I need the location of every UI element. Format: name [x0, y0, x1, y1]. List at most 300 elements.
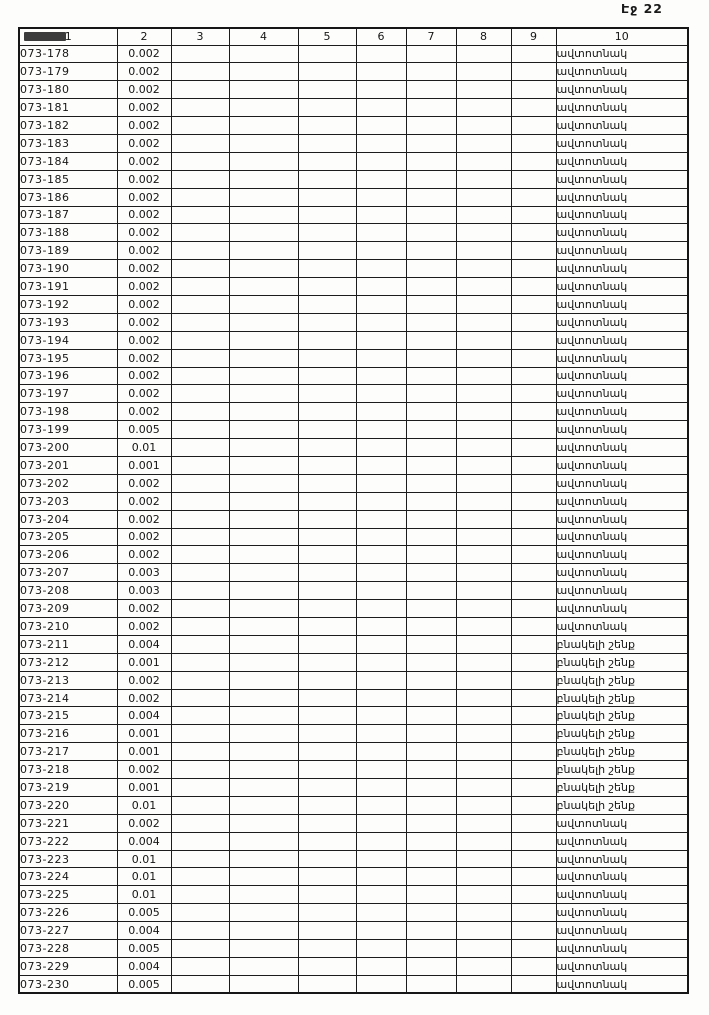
- area-value-cell: 0.002: [117, 260, 171, 278]
- empty-cell: [229, 45, 298, 63]
- empty-cell: [406, 492, 456, 510]
- parcel-code-cell: 073-219: [19, 779, 117, 797]
- table-row: [19, 814, 688, 832]
- empty-cell: [356, 940, 406, 958]
- building-use-cell: ավտոտնակ: [556, 278, 688, 296]
- empty-cell: [171, 45, 229, 63]
- empty-cell: [356, 439, 406, 457]
- empty-cell: [456, 117, 511, 135]
- empty-cell: [356, 99, 406, 117]
- empty-cell: [406, 618, 456, 636]
- empty-cell: [356, 242, 406, 260]
- header-label: 2: [140, 30, 148, 44]
- parcel-code-cell: 073-215: [19, 707, 117, 725]
- building-use-cell: ավտոտնակ: [556, 850, 688, 868]
- empty-cell: [511, 922, 556, 940]
- parcel-code-cell: 073-225: [19, 886, 117, 904]
- empty-cell: [298, 349, 356, 367]
- empty-cell: [456, 725, 511, 743]
- empty-cell: [511, 850, 556, 868]
- table-row: [19, 421, 688, 439]
- empty-cell: [229, 474, 298, 492]
- empty-cell: [298, 510, 356, 528]
- empty-cell: [229, 868, 298, 886]
- empty-cell: [456, 957, 511, 975]
- empty-cell: [229, 922, 298, 940]
- empty-cell: [229, 707, 298, 725]
- empty-cell: [511, 743, 556, 761]
- table-row: [19, 582, 688, 600]
- parcel-code-cell: 073-210: [19, 618, 117, 636]
- empty-cell: [456, 439, 511, 457]
- table-row: [19, 278, 688, 296]
- empty-cell: [298, 707, 356, 725]
- empty-cell: [511, 940, 556, 958]
- empty-cell: [456, 278, 511, 296]
- parcel-code-cell: 073-191: [19, 278, 117, 296]
- table-row: [19, 170, 688, 188]
- empty-cell: [356, 152, 406, 170]
- empty-cell: [406, 653, 456, 671]
- empty-cell: [511, 707, 556, 725]
- building-use-cell: ավտոտնակ: [556, 295, 688, 313]
- table-row: [19, 707, 688, 725]
- empty-cell: [511, 600, 556, 618]
- area-value-cell: 0.003: [117, 564, 171, 582]
- area-value-cell: 0.001: [117, 743, 171, 761]
- table-row: [19, 242, 688, 260]
- building-use-cell: ավտոտնակ: [556, 456, 688, 474]
- empty-cell: [298, 975, 356, 993]
- empty-cell: [171, 492, 229, 510]
- data-table: [18, 27, 689, 994]
- building-use-cell: ավտոտնակ: [556, 957, 688, 975]
- table-header-row: [19, 28, 688, 45]
- empty-cell: [298, 653, 356, 671]
- empty-cell: [356, 975, 406, 993]
- empty-cell: [356, 725, 406, 743]
- empty-cell: [298, 528, 356, 546]
- building-use-cell: ավտոտնակ: [556, 260, 688, 278]
- parcel-code-cell: 073-213: [19, 671, 117, 689]
- empty-cell: [171, 635, 229, 653]
- empty-cell: [171, 242, 229, 260]
- empty-cell: [406, 582, 456, 600]
- area-value-cell: 0.002: [117, 761, 171, 779]
- empty-cell: [171, 796, 229, 814]
- empty-cell: [171, 904, 229, 922]
- empty-cell: [406, 832, 456, 850]
- empty-cell: [298, 474, 356, 492]
- empty-cell: [298, 170, 356, 188]
- empty-cell: [511, 761, 556, 779]
- empty-cell: [456, 170, 511, 188]
- empty-cell: [356, 367, 406, 385]
- empty-cell: [406, 922, 456, 940]
- empty-cell: [356, 796, 406, 814]
- table-row: [19, 188, 688, 206]
- empty-cell: [298, 63, 356, 81]
- building-use-cell: ավտոտնակ: [556, 618, 688, 636]
- empty-cell: [456, 546, 511, 564]
- empty-cell: [511, 671, 556, 689]
- table-row: [19, 546, 688, 564]
- empty-cell: [298, 242, 356, 260]
- area-value-cell: 0.002: [117, 45, 171, 63]
- area-value-cell: 0.01: [117, 850, 171, 868]
- empty-cell: [298, 779, 356, 797]
- area-value-cell: 0.002: [117, 492, 171, 510]
- empty-cell: [456, 850, 511, 868]
- empty-cell: [298, 206, 356, 224]
- empty-cell: [356, 349, 406, 367]
- header-label: 5: [323, 30, 331, 44]
- area-value-cell: 0.002: [117, 528, 171, 546]
- empty-cell: [456, 653, 511, 671]
- empty-cell: [511, 349, 556, 367]
- empty-cell: [511, 45, 556, 63]
- building-use-cell: ավտոտնակ: [556, 546, 688, 564]
- empty-cell: [171, 582, 229, 600]
- empty-cell: [171, 99, 229, 117]
- building-use-cell: ավտոտնակ: [556, 421, 688, 439]
- empty-cell: [171, 743, 229, 761]
- table-row: [19, 957, 688, 975]
- empty-cell: [298, 546, 356, 564]
- empty-cell: [406, 689, 456, 707]
- empty-cell: [511, 295, 556, 313]
- empty-cell: [511, 421, 556, 439]
- header-cell-5: [298, 28, 356, 45]
- empty-cell: [456, 832, 511, 850]
- empty-cell: [298, 600, 356, 618]
- table-row: [19, 349, 688, 367]
- table-row: [19, 832, 688, 850]
- empty-cell: [456, 975, 511, 993]
- empty-cell: [298, 492, 356, 510]
- empty-cell: [511, 975, 556, 993]
- empty-cell: [406, 474, 456, 492]
- empty-cell: [406, 456, 456, 474]
- empty-cell: [406, 707, 456, 725]
- parcel-code-cell: 073-211: [19, 635, 117, 653]
- header-cell-8: [456, 28, 511, 45]
- building-use-cell: բնակելի շենք: [556, 707, 688, 725]
- empty-cell: [229, 743, 298, 761]
- empty-cell: [356, 635, 406, 653]
- empty-cell: [229, 331, 298, 349]
- header-cell-1: [19, 28, 117, 45]
- empty-cell: [171, 349, 229, 367]
- empty-cell: [406, 796, 456, 814]
- empty-cell: [171, 725, 229, 743]
- empty-cell: [511, 814, 556, 832]
- empty-cell: [511, 242, 556, 260]
- empty-cell: [456, 188, 511, 206]
- building-use-cell: ավտոտնակ: [556, 224, 688, 242]
- empty-cell: [511, 117, 556, 135]
- empty-cell: [229, 653, 298, 671]
- empty-cell: [406, 761, 456, 779]
- header-label: 4: [260, 30, 267, 44]
- parcel-code-cell: 073-185: [19, 170, 117, 188]
- parcel-code-cell: 073-218: [19, 761, 117, 779]
- parcel-code-cell: 073-205: [19, 528, 117, 546]
- empty-cell: [406, 367, 456, 385]
- table-row: [19, 152, 688, 170]
- header-label: 8: [480, 30, 487, 44]
- empty-cell: [171, 188, 229, 206]
- empty-cell: [229, 796, 298, 814]
- area-value-cell: 0.002: [117, 278, 171, 296]
- empty-cell: [171, 81, 229, 99]
- empty-cell: [406, 546, 456, 564]
- empty-cell: [229, 421, 298, 439]
- parcel-code-cell: 073-228: [19, 940, 117, 958]
- empty-cell: [356, 403, 406, 421]
- empty-cell: [298, 868, 356, 886]
- empty-cell: [406, 904, 456, 922]
- empty-cell: [511, 582, 556, 600]
- empty-cell: [511, 224, 556, 242]
- parcel-code-cell: 073-209: [19, 600, 117, 618]
- area-value-cell: 0.004: [117, 707, 171, 725]
- empty-cell: [229, 456, 298, 474]
- area-value-cell: 0.002: [117, 367, 171, 385]
- empty-cell: [456, 564, 511, 582]
- empty-cell: [406, 188, 456, 206]
- empty-cell: [229, 761, 298, 779]
- empty-cell: [511, 331, 556, 349]
- empty-cell: [171, 689, 229, 707]
- parcel-code-cell: 073-206: [19, 546, 117, 564]
- empty-cell: [229, 671, 298, 689]
- table-row: [19, 564, 688, 582]
- area-value-cell: 0.001: [117, 725, 171, 743]
- empty-cell: [511, 832, 556, 850]
- scan-smudge-artifact: [24, 32, 66, 41]
- building-use-cell: բնակելի շենք: [556, 635, 688, 653]
- empty-cell: [229, 224, 298, 242]
- header-label: 7: [427, 30, 435, 44]
- parcel-code-cell: 073-186: [19, 188, 117, 206]
- header-cell-4: [229, 28, 298, 45]
- area-value-cell: 0.002: [117, 117, 171, 135]
- empty-cell: [406, 868, 456, 886]
- empty-cell: [229, 385, 298, 403]
- parcel-code-cell: 073-194: [19, 331, 117, 349]
- empty-cell: [456, 904, 511, 922]
- empty-cell: [511, 188, 556, 206]
- building-use-cell: ավտոտնակ: [556, 99, 688, 117]
- empty-cell: [298, 295, 356, 313]
- empty-cell: [229, 635, 298, 653]
- table-row: [19, 868, 688, 886]
- parcel-code-cell: 073-184: [19, 152, 117, 170]
- empty-cell: [356, 904, 406, 922]
- empty-cell: [511, 456, 556, 474]
- empty-cell: [229, 295, 298, 313]
- empty-cell: [356, 385, 406, 403]
- empty-cell: [511, 779, 556, 797]
- empty-cell: [229, 367, 298, 385]
- empty-cell: [356, 653, 406, 671]
- empty-cell: [406, 886, 456, 904]
- empty-cell: [229, 492, 298, 510]
- empty-cell: [456, 421, 511, 439]
- empty-cell: [298, 456, 356, 474]
- empty-cell: [356, 814, 406, 832]
- empty-cell: [171, 367, 229, 385]
- empty-cell: [356, 546, 406, 564]
- table-row: [19, 618, 688, 636]
- area-value-cell: 0.004: [117, 832, 171, 850]
- building-use-cell: ավտոտնակ: [556, 117, 688, 135]
- empty-cell: [171, 331, 229, 349]
- empty-cell: [356, 743, 406, 761]
- empty-cell: [298, 832, 356, 850]
- building-use-cell: ավտոտնակ: [556, 170, 688, 188]
- empty-cell: [456, 743, 511, 761]
- empty-cell: [456, 224, 511, 242]
- empty-cell: [171, 546, 229, 564]
- empty-cell: [456, 242, 511, 260]
- parcel-code-cell: 073-224: [19, 868, 117, 886]
- empty-cell: [456, 152, 511, 170]
- parcel-code-cell: 073-229: [19, 957, 117, 975]
- parcel-code-cell: 073-199: [19, 421, 117, 439]
- area-value-cell: 0.004: [117, 957, 171, 975]
- empty-cell: [511, 403, 556, 421]
- area-value-cell: 0.002: [117, 385, 171, 403]
- parcel-code-cell: 073-181: [19, 99, 117, 117]
- empty-cell: [298, 81, 356, 99]
- empty-cell: [171, 170, 229, 188]
- empty-cell: [229, 170, 298, 188]
- building-use-cell: ավտոտնակ: [556, 331, 688, 349]
- empty-cell: [511, 689, 556, 707]
- area-value-cell: 0.002: [117, 295, 171, 313]
- empty-cell: [456, 582, 511, 600]
- empty-cell: [298, 99, 356, 117]
- empty-cell: [171, 832, 229, 850]
- empty-cell: [298, 957, 356, 975]
- empty-cell: [229, 618, 298, 636]
- parcel-code-cell: 073-178: [19, 45, 117, 63]
- empty-cell: [298, 117, 356, 135]
- parcel-code-cell: 073-180: [19, 81, 117, 99]
- empty-cell: [511, 725, 556, 743]
- empty-cell: [298, 439, 356, 457]
- empty-cell: [406, 850, 456, 868]
- empty-cell: [229, 63, 298, 81]
- empty-cell: [356, 278, 406, 296]
- table-row: [19, 134, 688, 152]
- area-value-cell: 0.002: [117, 510, 171, 528]
- empty-cell: [171, 63, 229, 81]
- empty-cell: [356, 260, 406, 278]
- building-use-cell: բնակելի շենք: [556, 761, 688, 779]
- table-row: [19, 224, 688, 242]
- empty-cell: [298, 278, 356, 296]
- building-use-cell: բնակելի շենք: [556, 725, 688, 743]
- empty-cell: [171, 653, 229, 671]
- empty-cell: [171, 278, 229, 296]
- area-value-cell: 0.01: [117, 439, 171, 457]
- area-value-cell: 0.005: [117, 975, 171, 993]
- empty-cell: [511, 439, 556, 457]
- empty-cell: [456, 295, 511, 313]
- parcel-code-cell: 073-207: [19, 564, 117, 582]
- parcel-code-cell: 073-212: [19, 653, 117, 671]
- building-use-cell: ավտոտնակ: [556, 385, 688, 403]
- parcel-code-cell: 073-203: [19, 492, 117, 510]
- area-value-cell: 0.01: [117, 868, 171, 886]
- table-row: [19, 385, 688, 403]
- table-row: [19, 725, 688, 743]
- parcel-code-cell: 073-200: [19, 439, 117, 457]
- empty-cell: [298, 421, 356, 439]
- area-value-cell: 0.002: [117, 814, 171, 832]
- empty-cell: [406, 385, 456, 403]
- empty-cell: [456, 331, 511, 349]
- building-use-cell: ավտոտնակ: [556, 904, 688, 922]
- empty-cell: [406, 975, 456, 993]
- empty-cell: [406, 564, 456, 582]
- empty-cell: [356, 224, 406, 242]
- empty-cell: [456, 492, 511, 510]
- empty-cell: [456, 922, 511, 940]
- empty-cell: [456, 349, 511, 367]
- empty-cell: [298, 260, 356, 278]
- header-cell-6: [356, 28, 406, 45]
- empty-cell: [356, 689, 406, 707]
- building-use-cell: ավտոտնակ: [556, 832, 688, 850]
- table-row: [19, 653, 688, 671]
- parcel-code-cell: 073-189: [19, 242, 117, 260]
- empty-cell: [298, 618, 356, 636]
- header-cell-9: [511, 28, 556, 45]
- empty-cell: [298, 188, 356, 206]
- parcel-code-cell: 073-230: [19, 975, 117, 993]
- area-value-cell: 0.004: [117, 635, 171, 653]
- parcel-code-cell: 073-204: [19, 510, 117, 528]
- parcel-code-cell: 073-182: [19, 117, 117, 135]
- empty-cell: [511, 618, 556, 636]
- parcel-code-cell: 073-196: [19, 367, 117, 385]
- empty-cell: [229, 439, 298, 457]
- table-row: [19, 492, 688, 510]
- table-row: [19, 761, 688, 779]
- empty-cell: [456, 45, 511, 63]
- empty-cell: [298, 689, 356, 707]
- building-use-cell: ավտոտնակ: [556, 313, 688, 331]
- table-row: [19, 99, 688, 117]
- empty-cell: [229, 814, 298, 832]
- empty-cell: [171, 295, 229, 313]
- empty-cell: [298, 761, 356, 779]
- empty-cell: [171, 975, 229, 993]
- building-use-cell: ավտոտնակ: [556, 152, 688, 170]
- empty-cell: [171, 957, 229, 975]
- empty-cell: [356, 779, 406, 797]
- table-row: [19, 295, 688, 313]
- empty-cell: [406, 134, 456, 152]
- table-row: [19, 743, 688, 761]
- empty-cell: [298, 796, 356, 814]
- table-row: [19, 367, 688, 385]
- building-use-cell: ավտոտնակ: [556, 814, 688, 832]
